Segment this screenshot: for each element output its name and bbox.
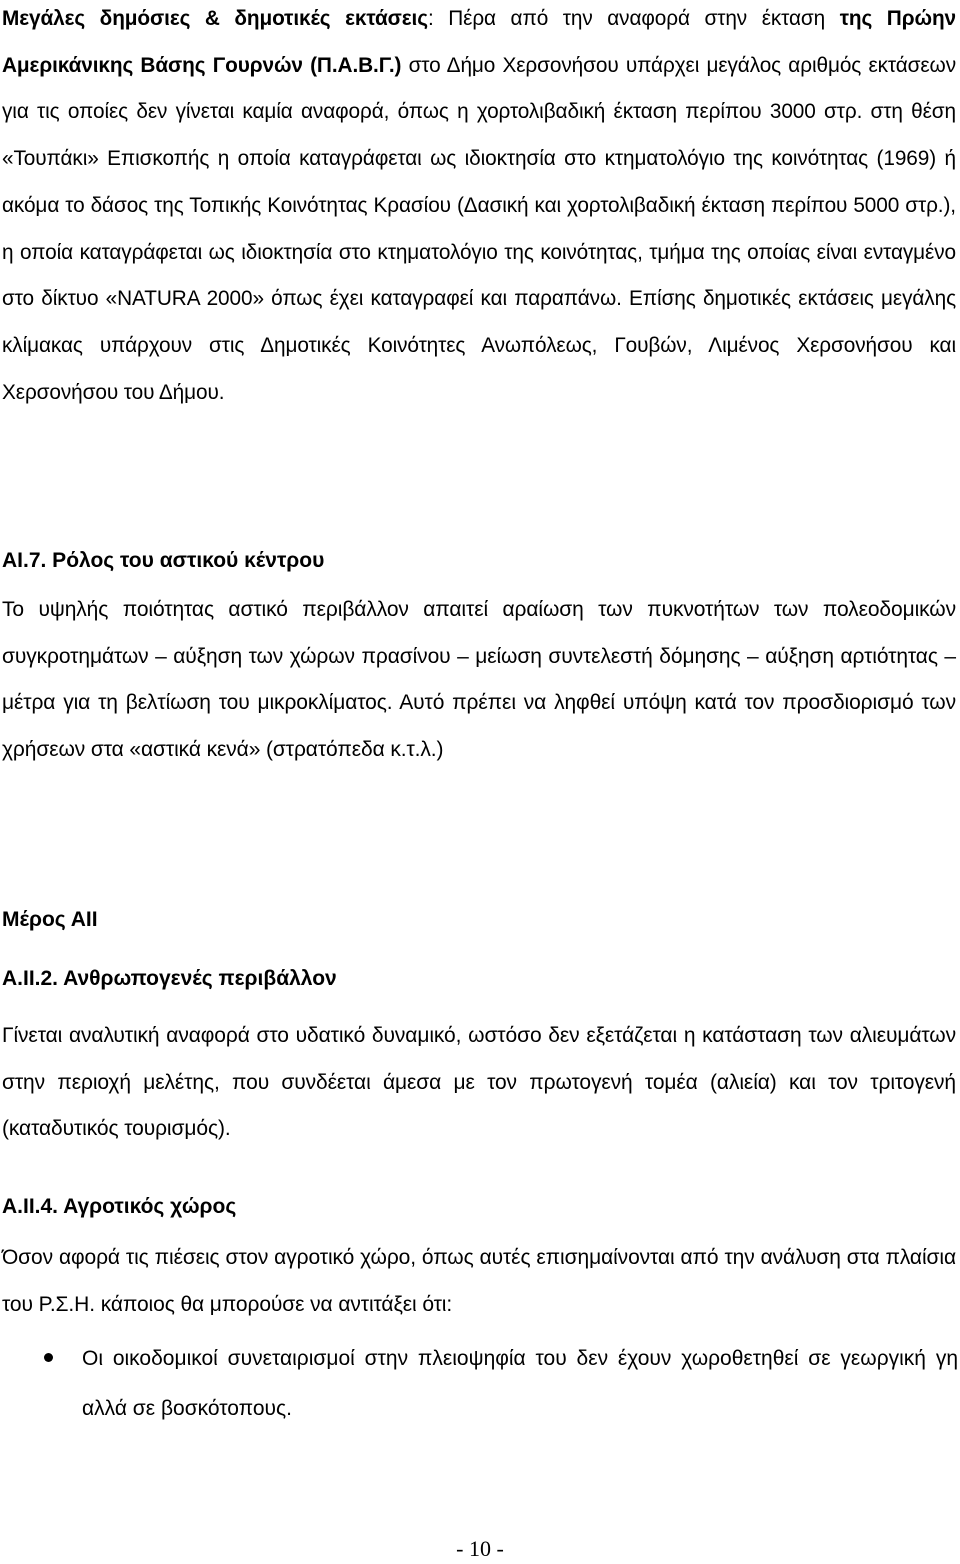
bullet-icon <box>44 1353 53 1362</box>
section-body-ai7: Το υψηλής ποιότητας αστικό περιβάλλον απαιτεί αραίωση των πυκνοτήτων των πολεοδομικών συγκροτημάτων – αύξηση των χώρων πρασίνου – μείωση συντελεστή δόμησης – αύξηση αρτιότητας – μέτρα για τη βελτίωση του μικροκλίματος. Αυτό πρέπει να ληφθεί υπόψη κατά τον προσδιορισμό των χρήσεων στα «αστικά κενά» (στρατόπεδα κ.τ.λ.) <box>2 598 956 762</box>
section-body-aii4: Όσον αφορά τις πιέσεις στον αγροτικό χώρο, όπως αυτές επισημαίνονται από την ανάλυση στα πλαίσια του Ρ.Σ.Η. κάποιος θα μπορούσε να αντιτάξει ότι: <box>2 1246 956 1316</box>
section-body-aii2: Γίνεται αναλυτική αναφορά στο υδατικό δυναμικό, ωστόσο δεν εξετάζεται η κατάσταση των αλιευμάτων στην περιοχή μελέτης, που συνδέεται άμεσα με τον πρωτογενή τομέα (αλιεία) και τον τριτογενή (καταδυτικός τουρισμός). <box>2 1024 956 1141</box>
page-number <box>0 1534 960 1564</box>
page-number-text: - 10 - <box>456 1536 504 1561</box>
paragraph-text: στο Δήμο Χερσονήσου υπάρχει μεγάλος αριθμός εκτάσεων για τις οποίες δεν γίνεται καμία αναφορά, όπως η χορτολιβαδική έκταση περίπου 3000 στρ. στη θέση «Τουπάκι» Επισκοπής η οποία καταγράφεται ως ιδιοκτησία στο κτηματολόγιο της κοινότητας (1969) ή ακόμα το δάσος της Τοπικής Κοινότητας Κρασίου (Δασική και χορτολιβαδική έκταση περίπου 5000 στρ.), η οποία καταγράφεται ως ιδιοκτησία στο κτηματολόγιο της κοινότητας, τμήμα της οποίας είναι ενταγμένο στο δίκτυο «NATURA 2000» όπως έχει καταγραφεί και παραπάνω. Επίσης δημοτικές εκτάσεις μεγάλης κλίμακας υπάρχουν στις Δημοτικές Κοινότητες Ανωπόλεως, Γουβών, Λιμένος Χερσονήσου και Χερσονήσου του Δήμου. <box>2 53 956 404</box>
paragraph-text: : Πέρα από την αναφορά στην έκταση <box>427 7 840 30</box>
list-item-text: Οι οικοδομικοί συνεταιρισμοί στην πλειοψηφία του δεν έχουν χωροθετηθεί σε γεωργική γη αλλά σε βοσκότοπους. <box>82 1347 958 1420</box>
section-heading-aii2: Α.ΙΙ.2. Ανθρωπογενές περιβάλλον <box>2 967 337 990</box>
paragraph-lead-bold: Μεγάλες δημόσιες & δημοτικές εκτάσεις <box>2 7 428 30</box>
section-heading-ai7: ΑΙ.7. Ρόλος του αστικού κέντρου <box>2 549 325 572</box>
paragraph-public-lands <box>2 0 956 416</box>
section-heading-aii4: Α.ΙΙ.4. Αγροτικός χώρος <box>2 1195 237 1218</box>
part-heading: Μέρος ΑΙΙ <box>2 908 98 931</box>
paragraph-bold-term: της Πρώην Αμερικάνικης Βάσης Γουρνών (Π.Α.Β.Γ.) <box>2 7 957 77</box>
